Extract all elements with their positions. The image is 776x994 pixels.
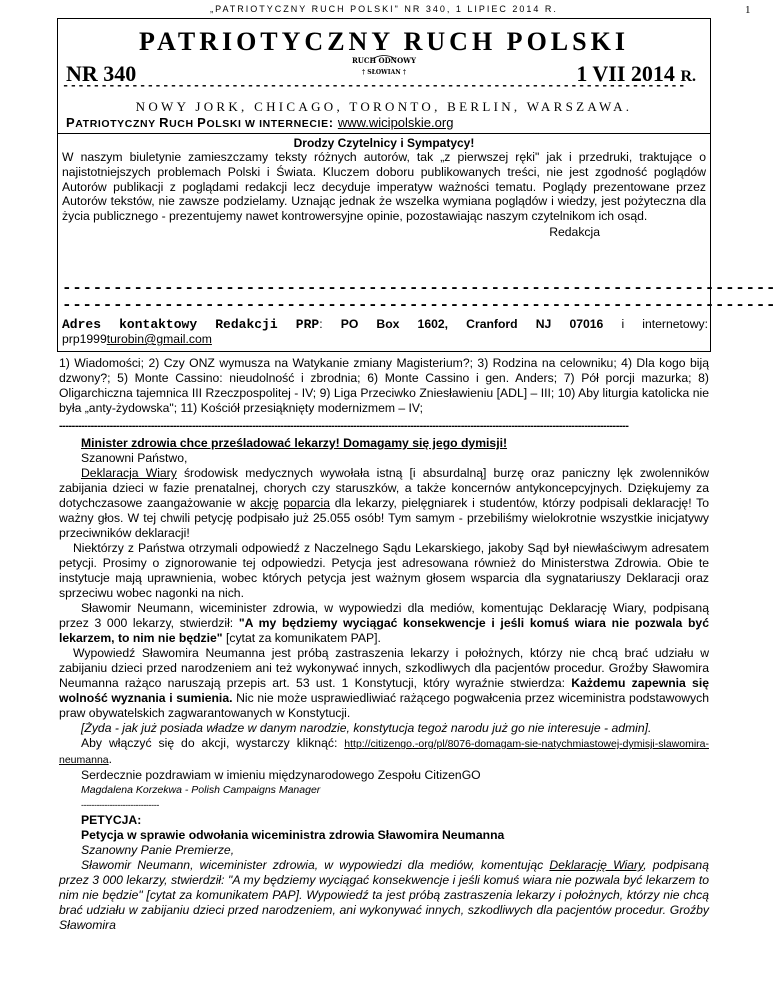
online-word-1: ATRIOTYCZNY [75,118,160,130]
email-part-1: prp1999 [62,332,107,346]
petycja-label: PETYCJA: [81,813,142,827]
issue-number: NR 340 [66,61,137,86]
author-signature: Magdalena Korzekwa - Polish Campaigns Manager [81,784,321,796]
p4-bold: Każdemu zapewnia się wolność wyznania i sumienia. [59,676,709,705]
website-link[interactable]: www.wicipolskie.org [337,115,454,130]
logo-text-top: RUCH ODNOWY [351,56,417,65]
contact-word: Cranford [466,317,518,331]
akcje-link[interactable]: akcję [250,496,279,510]
citizengo-link[interactable]: http://citizengo.-org/pl/8076-domagam-sie-natychmiastowej-dymisji-slawomira-neumanna [59,738,709,766]
page-number: 1 [745,4,751,16]
running-header: „PATRIOTYCZNY RUCH POLSKI" NR 340, 1 LIPIEC 2014 R. [210,4,558,14]
article-paragraph-1 [59,466,709,541]
online-cap-p2: P [197,115,207,130]
petition-salutation: Szanowny Panie Premierze, [81,843,235,857]
article-paragraph-3 [59,601,709,646]
petition-title: Petycja w sprawie odwołania wiceministra zdrowia Sławomira Neumanna [81,828,505,842]
p3-text-b: [cytat za komunikatem PAP]. [222,631,381,645]
p6-text-b: . [108,752,113,766]
p3-quote: "A my będziemy wyciągać konsekwencje i jeśli komuś wiara nie pozwala być lekarzem, to nim nie będzie" [59,616,709,645]
contact-email-line [62,332,708,347]
article-paragraph-6 [59,736,709,768]
petition-text-b: , podpisaną przez 3 000 lekarzy, stwierdził: "A my będziemy wyciągać konsekwencje i jeśli komuś wiara nie pozwala być lekarzem to nim nie będzie" [cytat za komunikatem PAP]. Wypowiedź ta jest próbą zastraszenia lekarzy i położnych, którzy nie chcą brać udziału w zabijaniu dzieci przed narodzeniem, ani wykonywać innych, szkodliwych dla pacjentów procedur. Groźby Sławomira [59,858,709,932]
readers-top-rule [58,133,710,134]
dash-rule-2: ---------------------------------------------------------------------- [62,296,776,314]
online-cap-p: P [66,115,76,130]
article-salutation: Szanowni Państwo, [81,451,188,465]
contact-colon: : [319,317,323,331]
poparcia-link[interactable]: poparcia [283,496,331,510]
contact-line [62,317,708,332]
contact-block [62,317,708,347]
masthead-dash-rule: --------------------------------------------------------------------------------- [62,79,686,93]
p1-text-a: środowisk medycznych wywołała istną [i absurdalną] burzę oraz paniczny lęk zwolenników zabijania dzieci w fazie prenatalnej, chorych czy staruszków, a także koncernów antykoncepcyjnych. Dziękujemy za dotychczasowe zaangażowanie w [59,466,709,510]
table-of-contents: 1) Wiadomości; 2) Czy ONZ wymusza na Watykanie zmiany Magisterium?; 3) Rodzina na celowniku; 4) Dla kogo biją dzwony?; 5) Monte Cassino: nieudolność i zbrodnia; 6) Monte Cassino i gen. Anders; 7) Pół porcji mazurka; 8) Oligarchiczna tajemnica III Rzeczpospolitej - IV; 9) Liga Przeciwko Zniesławieniu [ADL] – III; 10) Aby liturgia katolicka nie była „anty-żydowska"; 11) Kościół przesiąknięty modernizmem – IV; [59,356,709,415]
toc-dash-rule: ------------------------------------------------------------------------------------------------------------------------------------------------------------------------------------ [59,420,629,432]
online-colon: : [328,115,338,130]
contact-word: Redakcji [215,317,278,332]
petition-text-a: Sławomir Neumann, wiceminister zdrowia, w wypowiedzi dla mediów, komentując [81,858,550,872]
p4-text-b: Nic nie może usprawiedliwiać rażącego pogwałcenia przez wiceministra podstawowych praw obywatelskich zagwarantowanych w Konstytucji. [59,691,709,720]
contact-word: PO [340,317,359,331]
issue-date-suffix: R. [680,68,696,85]
p4-text-a: Wypowiedź Sławomira Neumanna jest próbą zastraszenia lekarzy i położnych, którzy nie chcą brać udziału w zabijaniu dzieci przed narodzeniem ani też wykonywać innych, szkodliwych dla pacjentów procedur. Groźby Sławomira Neumanna rażąco naruszają przepis art. 53 ust. 1 Konstytucji, który wyraźnie stwierdza: [59,646,709,690]
petition-body [59,858,709,933]
contact-word: internetowy: [642,317,708,331]
p1-text-b: dla lekarzy, pielęgniarek i studentów, którzy podpisali deklarację! To ważny głos. W tej chwili petycję podpisało już 25.055 osób! Tym samym - przebiliśmy wielokrotnie wszystkie inicjatywy przeciwników deklaracji! [59,496,709,540]
admin-comment: [Żyda - jak już posiada władze w danym narodzie, konstytucja tegoż narodu już go nie interesuje - admin]. [81,721,652,735]
deklaracja-wiary-link[interactable]: Deklaracja Wiary [81,466,177,480]
readers-heading: Drodzy Czytelnicy i Sympatycy! [293,136,475,150]
article-paragraph-4 [59,646,709,721]
online-word-3: OLSKI W INTERNECIE [206,118,329,130]
p3-text-a: Sławomir Neumann, wiceminister zdrowia, w wypowiedzi dla mediów, komentując Deklarację Wiary, podpisaną przez 3 000 lekarzy, stwierdził: [59,601,709,630]
article [59,436,709,933]
online-cap-r: R [159,115,170,130]
contact-word [296,317,323,332]
readers-body: W naszym biuletynie zamieszczamy teksty różnych autorów, tak „z pierwszej ręki" jak i przedruki, traktujące o najistotniejszych problemach Polski i Świata. Kluczem doboru publikowanych treści, nie jest zgodność poglądów Autorów publikacji z poglądami redakcji lecz decyduje imperatyw ważności tematu. Poglądy prezentowane przez Autorów tekstów, nie zawsze podzielamy. Uznając jednak że wszelka wymiana poglądów i wiedzy, jest pożyteczna dla życia publicznego - prezentujemy nawet kontrowersyjne opinie, pozostawiając naszym czytelnikom ich osąd. [62,150,706,224]
closing-greeting: Serdecznie pozdrawiam w imieniu międzynarodowego Zespołu CitizenGO [81,768,481,782]
contact-word: kontaktowy [119,317,198,332]
newspaper-title: PATRIOTYCZNY RUCH POLSKI [139,27,629,56]
short-dash-rule: ------------------------------ [81,800,159,810]
contact-word: 1602, [417,317,449,331]
article-headline: Minister zdrowia chce prześladować lekarzy! Domagamy się jego dymisji! [81,436,508,450]
petition-deklaracja-link[interactable]: Deklarację Wiary [549,858,644,872]
contact-prp: PRP [295,317,320,332]
email-link[interactable]: turobin@gmail.com [106,332,212,346]
contact-word: 07016 [569,317,604,331]
contact-word: Adres [62,317,102,332]
masthead-frame [57,18,776,352]
contact-word: NJ [535,317,552,331]
readers-signature: Redakcja [549,224,600,239]
online-line [66,115,453,130]
article-paragraph-2: Niektórzy z Państwa otrzymali odpowiedź z Naczelnego Sądu Lekarskiego, jakoby Sąd był niewłaściwym adresatem petycji. Prosimy o zignorowanie tej odpowiedzi. Petycja jest adresowana również do Ministerstwa Zdrowia. Obie te instytucje mają uprawnienia, wobec których petycja jest ważnym głosem wsparcia dla sygnatariuszy Deklaracji oraz sprzeciwu wobec nagonki na nich. [59,541,709,600]
readers-note [58,133,710,240]
cities-line: NOWY JORK, CHICAGO, TORONTO, BERLIN, WARSZAWA. [135,99,633,114]
p6-text-a: Aby włączyć się do akcji, wystarczy kliknąć: [81,736,345,750]
online-word-2: UCH [169,118,198,130]
contact-word: Box [376,317,400,331]
contact-word: i [621,317,625,331]
dash-rule-1: ---------------------------------------------------------------------- [62,279,776,297]
logo-text-bottom: † SŁOWIAN † [362,69,406,76]
issue-date-main: 1 VII 2014 [576,61,675,86]
